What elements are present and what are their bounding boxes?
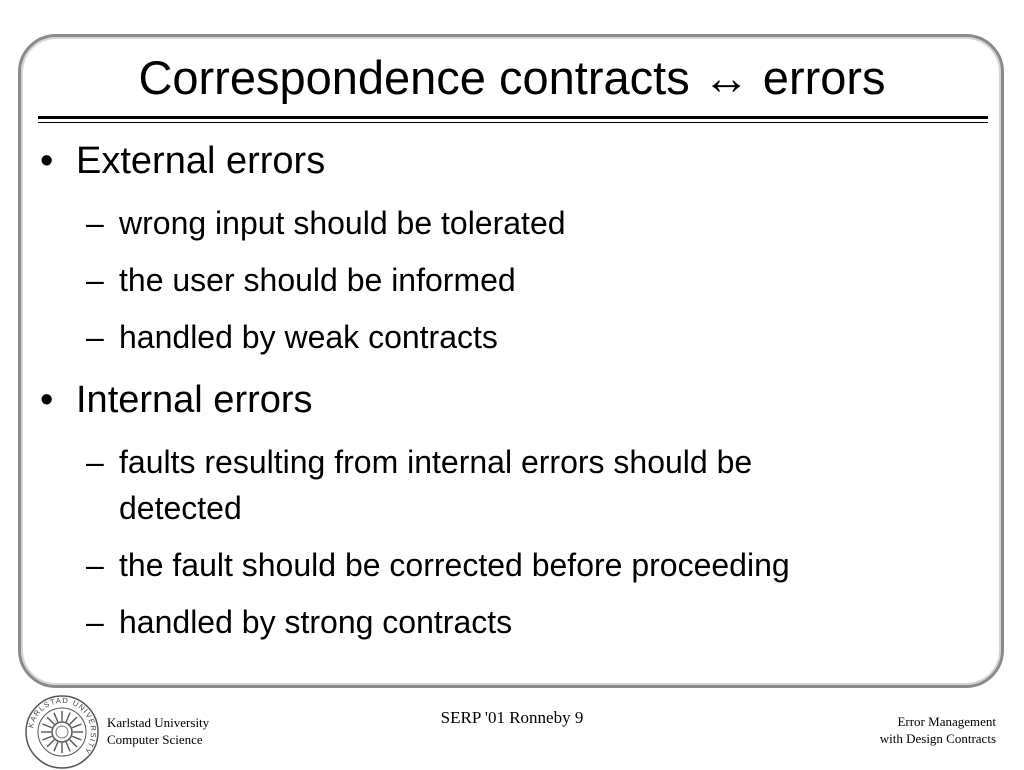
svg-text:KARLSTAD UNIVERSITY: KARLSTAD UNIVERSITY (26, 695, 99, 757)
sub-bullet-text: handled by weak contracts (119, 319, 498, 355)
karlstad-university-seal-icon (24, 694, 100, 770)
sub-bullet-text: the user should be informed (119, 262, 516, 298)
bullet-marker: • (40, 140, 54, 182)
sub-bullet-text: the fault should be corrected before proceeding (119, 547, 790, 583)
sun-ray (54, 742, 58, 751)
dash-marker: – (86, 547, 104, 583)
sub-bullet-text: wrong input should be tolerated (119, 205, 566, 241)
dash-marker: – (86, 604, 104, 640)
sun-ray (66, 742, 70, 751)
sub-bullet-text: detected (119, 490, 242, 526)
footer-department: Computer Science (107, 732, 203, 747)
sun-ray (43, 736, 52, 740)
dash-marker: – (86, 262, 104, 298)
footer-course-line-2: with Design Contracts (879, 731, 996, 746)
footer-course-line-1: Error Management (897, 714, 996, 729)
dash-marker: – (86, 319, 104, 355)
sun-ray (70, 740, 77, 747)
bullet-text: Internal errors (76, 379, 313, 421)
footer-course-title (880, 713, 996, 747)
dash-marker: – (86, 444, 104, 480)
footer-slide-info: SERP '01 Ronneby 9 (440, 708, 584, 727)
footer-university: Karlstad University (107, 715, 210, 730)
sub-bullet-text: faults resulting from internal errors should be (119, 444, 753, 480)
dash-marker: – (86, 205, 104, 241)
sub-bullet-text: handled by strong contracts (119, 604, 513, 640)
sun-ray (72, 736, 81, 740)
bullet-text: External errors (76, 140, 326, 182)
slide-title: Correspondence contracts ↔ errors (138, 51, 886, 104)
bullet-marker: • (40, 379, 54, 421)
sun-ray (47, 740, 54, 747)
